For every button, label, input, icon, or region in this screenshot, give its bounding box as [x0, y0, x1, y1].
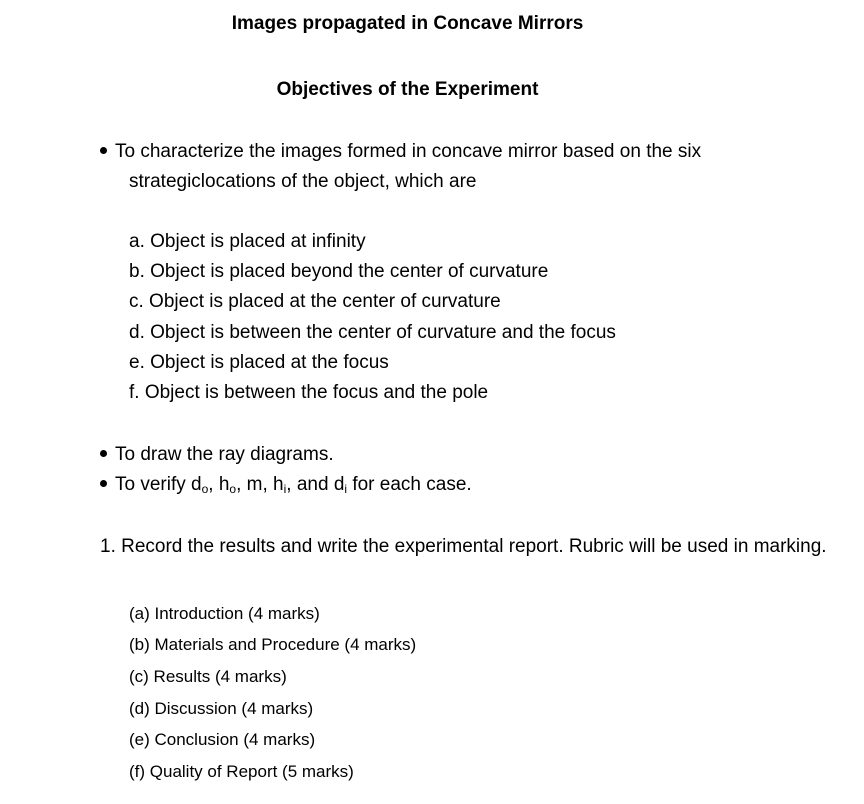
bullet-icon: [100, 480, 107, 487]
rubric-item-discussion: (d) Discussion (4 marks): [129, 699, 314, 718]
rubric-item-materials: (b) Materials and Procedure (4 marks): [129, 635, 417, 654]
list-item-location-a: a. Object is placed at infinity: [129, 231, 366, 252]
list-item-location-f: f. Object is between the focus and the pole: [129, 382, 489, 403]
bullet-icon: [100, 450, 107, 457]
objective-2: [100, 443, 334, 467]
list-item-location-e: e. Object is placed at the focus: [129, 352, 389, 373]
objective-1-line-1: [100, 140, 701, 164]
document-title: Images propagated in Concave Mirrors: [231, 13, 584, 34]
rubric-item-conclusion: (e) Conclusion (4 marks): [129, 730, 316, 749]
objective-1-line-2: strategiclocations of the object, which are: [129, 171, 477, 192]
objective-3: [100, 473, 472, 497]
task-1: 1. Record the results and write the experimental report. Rubric will be used in marking.: [100, 536, 827, 557]
rubric-item-quality: (f) Quality of Report (5 marks): [129, 762, 354, 781]
objective-2-text: To draw the ray diagrams.: [115, 444, 334, 465]
bullet-icon: [100, 147, 107, 154]
list-item-location-b: b. Object is placed beyond the center of curvature: [129, 261, 549, 282]
list-item-location-d: d. Object is between the center of curvature and the focus: [129, 322, 616, 343]
rubric-item-results: (c) Results (4 marks): [129, 667, 287, 686]
list-item-location-c: c. Object is placed at the center of curvature: [129, 291, 501, 312]
objective-1-text: To characterize the images formed in concave mirror based on the six: [115, 141, 702, 162]
rubric-item-introduction: (a) Introduction (4 marks): [129, 604, 320, 623]
objectives-heading: Objectives of the Experiment: [276, 79, 539, 100]
objective-3-text: To verify $d_o$, $h_o$, m, $h_i$, and $d_i$ for each case.: [115, 474, 472, 496]
